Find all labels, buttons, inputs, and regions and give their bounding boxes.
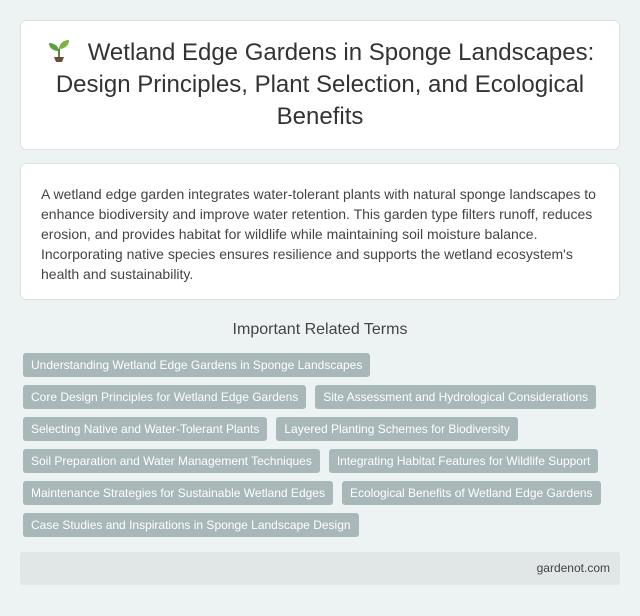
seedling-icon	[46, 37, 72, 63]
page-title	[41, 37, 599, 133]
footer	[20, 552, 620, 585]
related-term-tag[interactable]: Core Design Principles for Wetland Edge Gardens	[23, 385, 306, 409]
footer-site-link[interactable]: gardenot.com	[536, 561, 610, 575]
related-term-tag[interactable]: Maintenance Strategies for Sustainable Wetland Edges	[23, 481, 333, 505]
related-term-tag[interactable]: Site Assessment and Hydrological Considerations	[315, 385, 596, 409]
related-term-tag[interactable]: Understanding Wetland Edge Gardens in Sponge Landscapes	[23, 353, 370, 377]
related-term-tag[interactable]: Selecting Native and Water-Tolerant Plants	[23, 417, 267, 441]
related-term-tag[interactable]: Case Studies and Inspirations in Sponge Landscape Design	[23, 513, 359, 537]
intro-text: A wetland edge garden integrates water-tolerant plants with natural sponge landscapes to enhance biodiversity and improve water retention. This garden type filters runoff, reduces erosion, and provides habitat for wildlife while maintaining soil moisture balance. Incorporating native species ensures resilience and supports the wetland ecosystem's health and sustainability.	[41, 186, 596, 282]
related-term-tag[interactable]: Soil Preparation and Water Management Techniques	[23, 449, 320, 473]
related-terms-list	[23, 353, 623, 545]
related-term-tag[interactable]: Integrating Habitat Features for Wildlife Support	[329, 449, 598, 473]
related-terms-heading: Important Related Terms	[232, 321, 408, 338]
related-term-tag[interactable]: Ecological Benefits of Wetland Edge Gardens	[342, 481, 601, 505]
title-card	[20, 20, 620, 150]
related-term-tag[interactable]: Layered Planting Schemes for Biodiversity	[276, 417, 517, 441]
page-title-text: Wetland Edge Gardens in Sponge Landscapes: Design Principles, Plant Selection, and Ecological Benefits	[55, 39, 595, 130]
intro-card	[20, 163, 620, 300]
